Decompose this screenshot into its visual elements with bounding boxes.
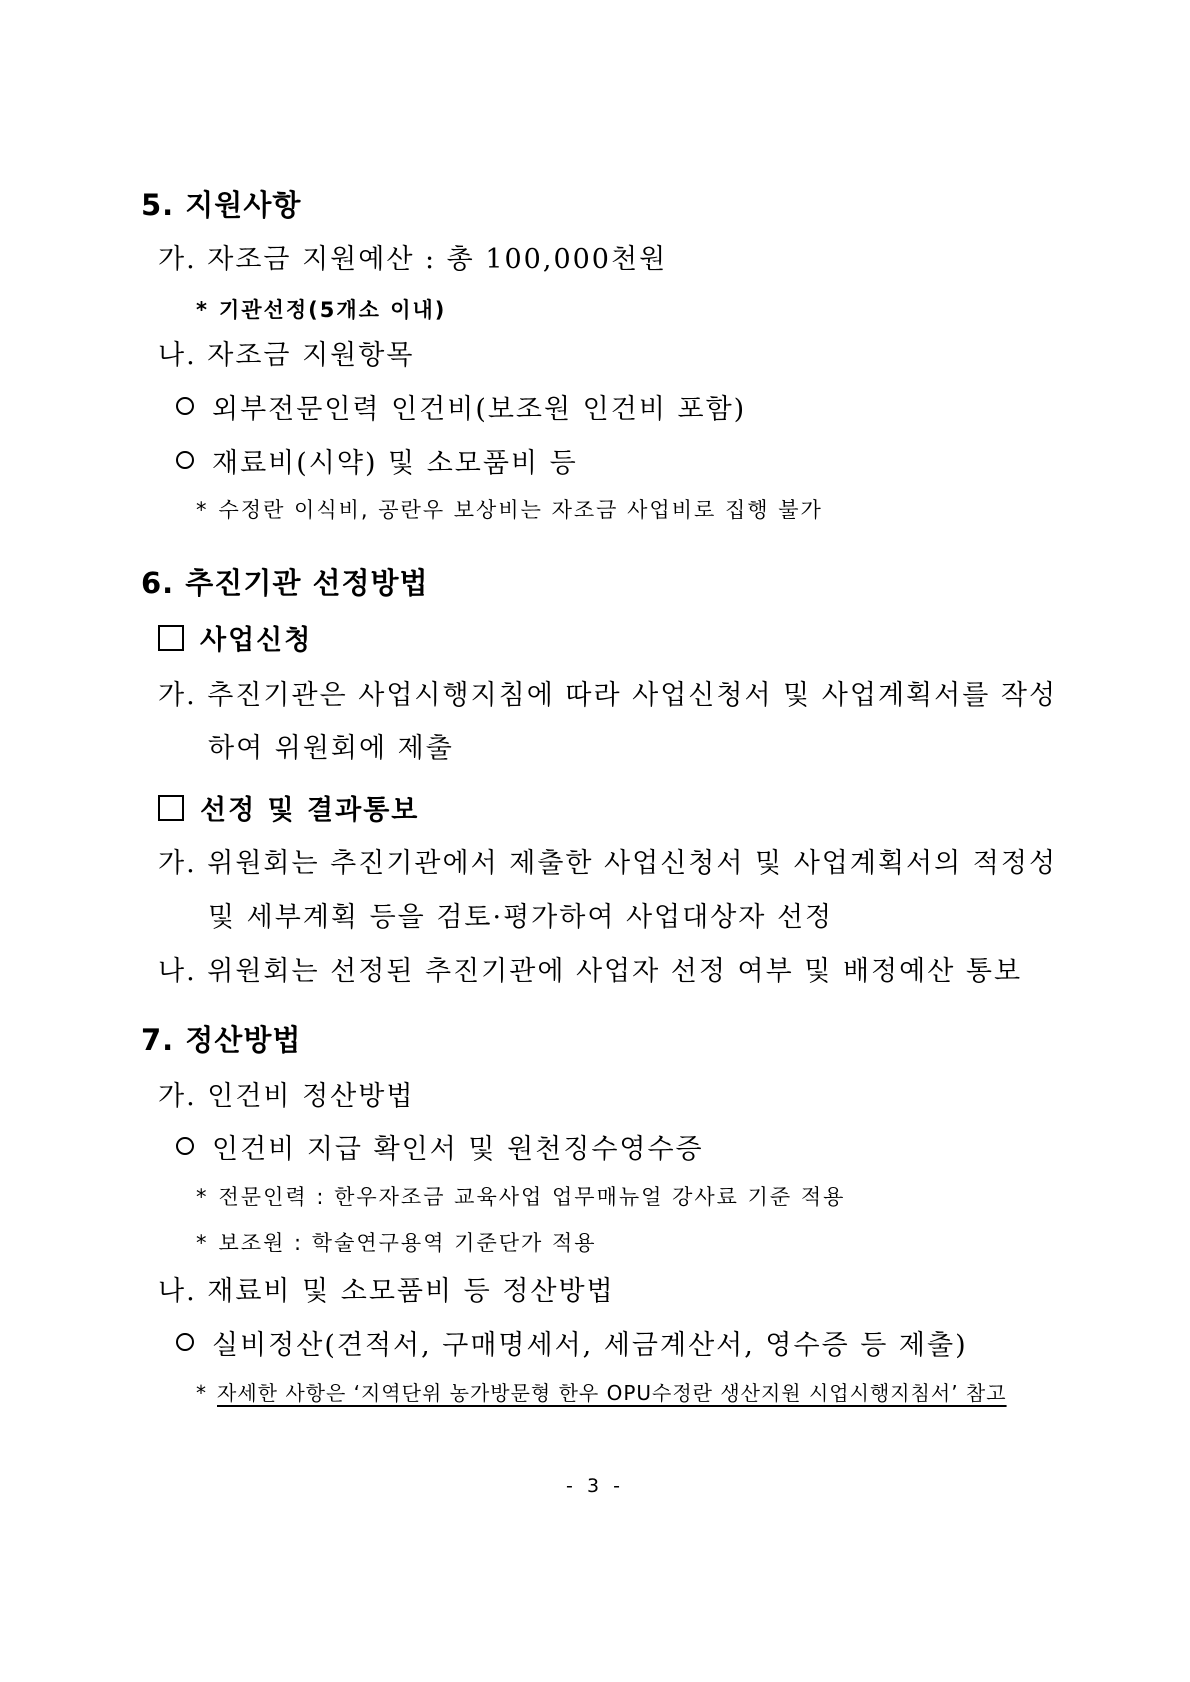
note-mark: *: [196, 298, 209, 322]
section-7-circle-1: 인건비 지급 확인서 및 원천징수영수증: [176, 1136, 704, 1163]
section-7-circle-2: 실비정산(견적서, 구매명세서, 세금계산서, 영수증 등 제출): [176, 1332, 968, 1359]
note-mark: *: [196, 498, 209, 522]
section-7-heading: 7. 정산방법: [141, 1023, 302, 1057]
circle-bullet-icon: [176, 451, 194, 469]
section-6-sub2-item-ga-line2: 및 세부계획 등을 검토·평가하여 사업대상자 선정: [208, 902, 834, 933]
section-6-sub2-item-ga-line1: 가. 위원회는 추진기관에서 제출한 사업신청서 및 사업계획서의 적정성: [158, 848, 1058, 879]
section-7-item-ga: 가. 인건비 정산방법: [158, 1081, 415, 1112]
circle-bullet-icon: [176, 397, 194, 415]
section-5-note-na: * 수정란 이식비, 공란우 보상비는 자조금 사업비로 집행 불가: [196, 498, 823, 522]
square-bullet-icon: [158, 625, 184, 651]
section-5-item-ga: 가. 자조금 지원예산 : 총 100,000천원: [158, 244, 668, 275]
section-7-note-1: * 전문인력 : 한우자조금 교육사업 업무매뉴얼 강사료 기준 적용: [196, 1185, 846, 1209]
section-6-sub2-item-na: 나. 위원회는 선정된 추진기관에 사업자 선정 여부 및 배정예산 통보: [158, 956, 1023, 987]
guideline-reference: 자세한 사항은 ‘지역단위 농가방문형 한우 OPU수정란 생산지원 시업시행지침서’ 참고: [217, 1381, 1007, 1405]
page-number: - 3 -: [566, 1475, 624, 1497]
section-6-sub1-item-ga-line1: 가. 추진기관은 사업시행지침에 따라 사업신청서 및 사업계획서를 작성: [158, 680, 1058, 711]
section-5-note-ga: * 기관선정(5개소 이내): [196, 298, 447, 322]
section-5-circle-2: 재료비(시약) 및 소모품비 등: [176, 450, 578, 477]
note-mark: *: [196, 1185, 209, 1209]
section-7-item-na: 나. 재료비 및 소모품비 등 정산방법: [158, 1276, 615, 1307]
section-5-item-na: 나. 자조금 지원항목: [158, 340, 415, 371]
circle-bullet-icon: [176, 1137, 194, 1155]
section-5-heading: 5. 지원사항: [141, 188, 302, 222]
section-7-note-2: * 보조원 : 학술연구용역 기준단가 적용: [196, 1231, 597, 1255]
section-6-heading: 6. 추진기관 선정방법: [141, 566, 429, 600]
circle-bullet-icon: [176, 1333, 194, 1351]
square-bullet-icon: [158, 795, 184, 821]
note-mark: *: [196, 1381, 207, 1405]
section-7-note-3: [196, 1383, 1007, 1403]
section-5-circle-1: 외부전문인력 인건비(보조원 인건비 포함): [176, 396, 746, 423]
section-6-sub-application: 사업신청: [158, 625, 312, 654]
note-mark: *: [196, 1231, 209, 1255]
section-6-sub1-item-ga-line2: 하여 위원회에 제출: [208, 733, 454, 764]
section-6-sub-selection: 선정 및 결과통보: [158, 795, 419, 824]
